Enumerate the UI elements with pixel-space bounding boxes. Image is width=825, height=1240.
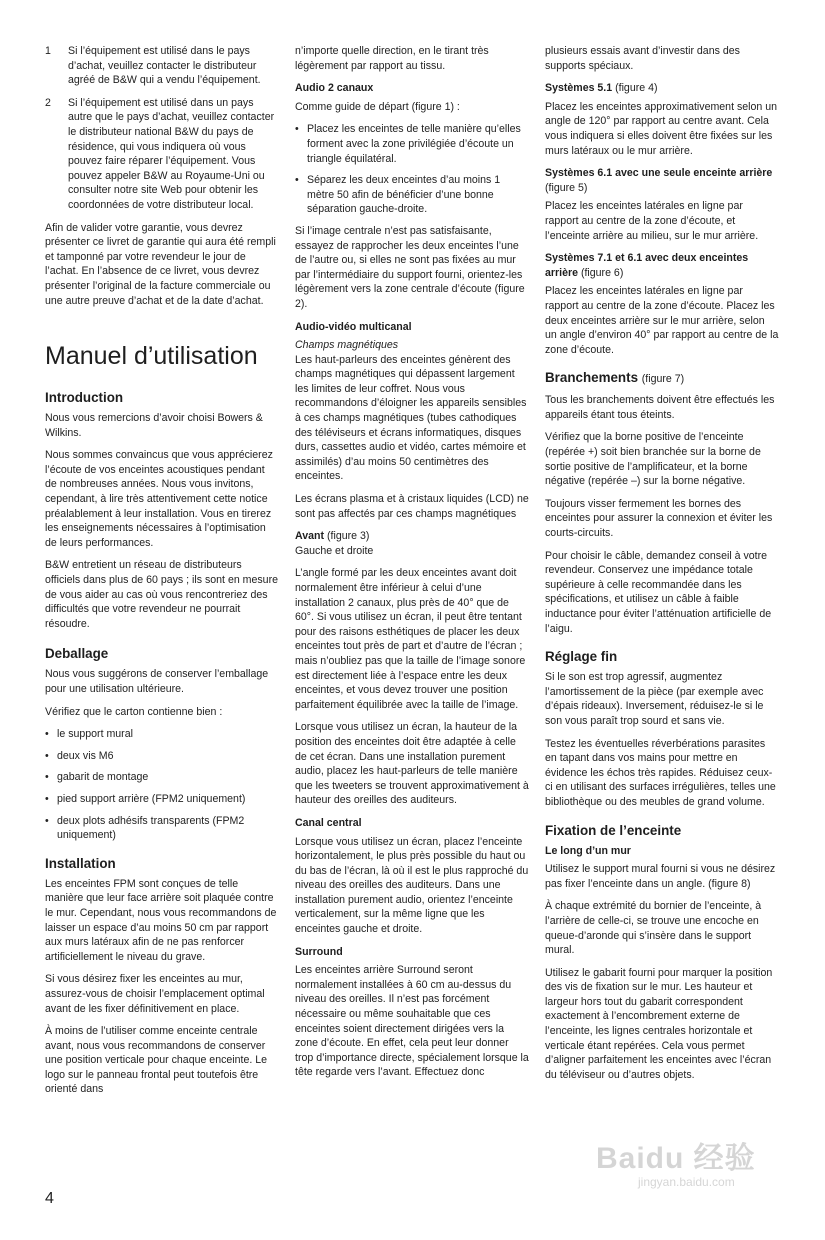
list-item: • Séparez les deux enceintes d’au moins 1 mètre 50 afin de bénéficier d’une bonne séparation gauche-droite.: [295, 174, 501, 216]
heading-introduction: Introduction: [45, 390, 124, 406]
paragraph: Les haut-parleurs des enceintes génèrent des champs magnétiques qui dépassent largement les limites de leur coffret. Nous vous recommandons d’éloigner les appareils sensibles à ces champs magnétiques (tubes cathodiques des téléviseurs et écrans informatiques, disques durs, cassettes audio et vidéo, cartes mémoire et assimilés) d’au moins 50 centimètres des enceintes.: [295, 353, 527, 483]
heading-systemes-71: Systèmes 7.1 et 6.1 avec deux enceintes arrière (figure 6): [545, 252, 749, 279]
bullet-icon: •: [45, 792, 49, 805]
watermark: [596, 1133, 791, 1191]
paragraph: À chaque extrémité du bornier de l’enceinte, à l’arrière de celle-ci, se trouve une encoche en queue-d’aronde qui s’insère dans le support mural.: [545, 900, 762, 957]
paragraph: Vérifiez que le carton contienne bien :: [45, 705, 223, 718]
bullet-icon: •: [295, 123, 299, 136]
list-item: • pied support arrière (FPM2 uniquement): [45, 792, 246, 805]
bullet-icon: •: [45, 749, 49, 762]
subheading-champs: Champs magnétiques: [295, 339, 399, 352]
heading-surround: Surround: [295, 945, 343, 958]
heading-reglage-fin: Réglage fin: [545, 649, 618, 665]
paragraph: Gauche et droite: [295, 544, 374, 557]
paragraph: Si l’image centrale n’est pas satisfaisante, essayez de rapprocher les deux enceintes l’une de l’autre ou, si elles ne sont pas fixées au mur par l’intermédiaire du support fourni, orientez-les légèrement vers la zone centrale d’écoute (figure 2).: [295, 224, 525, 310]
paragraph: Nous vous remercions d’avoir choisi Bowers & Wilkins.: [45, 412, 263, 439]
paragraph: Les écrans plasma et à cristaux liquides (LCD) ne sont pas affectés par ces champs magnétiques: [295, 493, 529, 520]
heading-fixation: Fixation de l’enceinte: [545, 822, 682, 838]
paragraph: Utilisez le support mural fourni si vous ne désirez pas fixer l’enceinte dans un angle. (figure 8): [545, 863, 776, 890]
list-item: • deux plots adhésifs transparents (FPM2 uniquement): [45, 814, 245, 842]
paragraph: Nous sommes convaincus que vous apprécierez l’écoute de vos enceintes acoustiques pendant de nombreuses années. Nous vous invitons, cependant, à lire très attentivement cette notice préalablement à leur installation. Vous en tirerez les enseignements nécessaires à l’optimisation de leurs performances.: [45, 449, 273, 549]
list-item: • Placez les enceintes de telle manière qu’elles forment avec la zone privilégiée d’écoute un triangle équilatéral.: [295, 123, 521, 165]
paragraph: L’angle formé par les deux enceintes avant doit normalement être inférieur à celui d’une installation 2 canaux, plus près de 40° que de 60°. Si vous utilisez un écran, il peut être tentant pour des raisons esthétiques de placer les deux enceintes tout près de part et d’autre de l’écran ; mais n’oubliez pas que la taille de l’image sonore est directement liée à l’espace entre les deux enceintes, et vous devez trouver une position parfaitement équilibrée avec la taille de l’image.: [295, 567, 526, 711]
numbered-item-1: [45, 44, 279, 88]
item-number: 1: [45, 45, 51, 57]
paragraph: Les enceintes arrière Surround seront normalement installées à 60 cm au-dessus du niveau des oreilles. Il n’est pas forcément nécessaire ou même souhaitable que ces enceintes soient directement dirigées vers la zone d’écoute. En effet, cela peut leur donner trop d’importance directe, spécialement lorsque la tête regarde vers l’avant. Effectuez donc: [295, 964, 529, 1079]
paragraph: Testez les éventuelles réverbérations parasites en tapant dans vos mains pour mettre en évidence les échos très rapides. Réduisez ceux-ci en utilisant des surfaces irrégulières, telles une bibliothèque ou des meubles de grand volume.: [545, 737, 776, 808]
subheading-long-mur: Le long d’un mur: [545, 844, 631, 857]
paragraph: n’importe quelle direction, en le tirant très légèrement par rapport au tissu.: [295, 45, 489, 72]
item-text: Si l’équipement est utilisé dans le pays d’achat, veuillez contacter le distributeur agréé de B&W qui a vendu l’équipement.: [68, 45, 261, 87]
heading-canal-central: Canal central: [295, 816, 362, 829]
warranty-paragraph: Afin de valider votre garantie, vous devrez présenter ce livret de garantie qui aura été rempli et tamponné par votre revendeur le jour de l’achat. En l’absence de ce livret, vous devrez présenter l’original de la facture commerciale ou une autre preuve d’achat et de la date d’achat.: [45, 221, 276, 307]
item-number: 2: [45, 96, 51, 109]
heading-deballage: Deballage: [45, 646, 109, 662]
bullet-icon: •: [45, 771, 49, 784]
paragraph: Si vous désirez fixer les enceintes au mur, assurez-vous de choisir l’emplacement optimal avant de les fixer définitivement en place.: [45, 973, 265, 1015]
bullet-icon: •: [295, 174, 299, 187]
list-item: • le support mural: [45, 728, 133, 741]
paragraph: plusieurs essais avant d’investir dans des supports spéciaux.: [545, 45, 740, 72]
heading-systemes-51: Systèmes 5.1 (figure 4): [545, 82, 658, 95]
heading-systemes-61: Systèmes 6.1 avec une seule enceinte arrière (figure 5): [545, 167, 773, 194]
paragraph: Lorsque vous utilisez un écran, la hauteur de la position des enceintes doit être adaptée à celle de cet écran. Dans une installation purement audio, placez les haut-parleurs de telle manière que les tweeters se trouvent approximativement à hauteur des oreilles des auditeurs.: [295, 721, 529, 807]
paragraph: Pour choisir le câble, demandez conseil à votre revendeur. Conservez une impédance totale supérieure à celle recommandée dans les spécifications, et utilisez un câble à faible inductance pour éviter l’atténuation artificielle de l’aigu.: [545, 549, 772, 635]
paragraph: Lorsque vous utilisez un écran, placez l’enceinte horizontalement, le plus près possible du haut ou du bas de l’écran, là où il est le plus rapproché du niveau des oreilles des auditeurs. Dans une installation purement audio, orientez l’enceinte verticalement, sur la même ligne que les enceintes gauche et droite.: [295, 835, 529, 936]
paragraph: Si le son est trop agressif, augmentez l’amortissement de la pièce (par exemple avec d’épais rideaux). Inversement, réduisez-le si le son vous paraît trop sourd et sans vie.: [545, 671, 764, 727]
paragraph: B&W entretient un réseau de distributeurs officiels dans plus de 60 pays ; ils sont en mesure de vous aider au cas où vous rencontreriez des difficultés que votre revendeur ne pourrait résoudre.: [45, 559, 278, 630]
paragraph: Placez les enceintes approximativement selon un angle de 120° par rapport au centre avant. Cela vous indiquera si elles doivent être fixées sur les murs latéraux ou le mur arrière.: [545, 100, 778, 157]
page-number: 4: [45, 1190, 54, 1207]
paragraph: Placez les enceintes latérales en ligne par rapport au centre de la zone d’écoute, et l’enceinte arrière au milieu, sur le mur arrière.: [545, 200, 759, 242]
paragraph: Placez les enceintes latérales en ligne par rapport au centre de la zone d’écoute. Placez les deux enceintes arrière sur le mur arrière, selon un angle d’environ 40° par rapport au centre de la zone d’écoute.: [545, 285, 779, 356]
heading-audio-video: Audio-vidéo multicanal: [295, 320, 412, 333]
heading-avant: Avant (figure 3): [295, 530, 370, 543]
heading-audio-2-canaux: Audio 2 canaux: [295, 82, 374, 95]
heading-installation: Installation: [45, 855, 116, 871]
numbered-item-2: [45, 96, 279, 213]
paragraph: Nous vous suggérons de conserver l’emballage pour une utilisation ultérieure.: [45, 668, 269, 695]
paragraph: Toujours visser fermement les bornes des enceintes pour assurer la connexion et éviter les courts-circuits.: [545, 497, 773, 540]
paragraph: À moins de l’utiliser comme enceinte centrale avant, nous vous recommandons de conserver une position verticale pour chaque enceinte. Le logo sur le panneau frontal peut toutefois être orienté dans: [45, 1025, 268, 1096]
page-title: Manuel d’utilisation: [45, 342, 258, 371]
watermark-url: jingyan.baidu.com: [638, 1175, 735, 1189]
paragraph: Comme guide de départ (figure 1) :: [295, 100, 460, 113]
column-right: [545, 44, 779, 1090]
heading-branchements: Branchements (figure 7): [545, 370, 685, 386]
column-middle: [295, 44, 529, 1088]
item-text: Si l’équipement est utilisé dans un pays autre que le pays d’achat, veuillez contacter le distributeur national B&W du pays de résidence, qui vous indiquera où vous pouvez faire réparer l’équipement. Vous pouvez appeler B&W au Royaume-Uni ou consulter notre site Web pour obtenir les coordonnées de votre distributeur local.: [68, 96, 275, 211]
paragraph: Utilisez le gabarit fourni pour marquer la position des vis de fixation sur le mur. Les hauteur et largeur hors tout du gabarit correspondent exactement à l’encombrement externe de l’enceinte, les lignes centrales horizontale et verticale étant repérées. Cela vous permet d’aligner parfaitement les enceintes avec l’écran du téléviseur ou d’autres objets.: [545, 966, 773, 1081]
bullet-icon: •: [45, 814, 49, 827]
paragraph: Vérifiez que la borne positive de l’enceinte (repérée +) soit bien branchée sur la borne de sortie positive de l’amplificateur, et la borne négative (repérée –) sur la borne négative.: [545, 431, 761, 488]
column-left: [45, 44, 279, 1105]
list-item: • deux vis M6: [45, 749, 114, 762]
watermark-logo: Baidu 经验: [596, 1142, 756, 1175]
paragraph: Les enceintes FPM sont conçues de telle manière que leur face arrière soit plaquée contre le mur. Cependant, nous vous recommandons de laisser un espace d’au moins 50 cm par rapport aux murs latéraux afin de ne pas renforcer artificiellement le niveau du grave.: [45, 877, 277, 963]
list-item: • gabarit de montage: [45, 771, 149, 784]
bullet-icon: •: [45, 728, 49, 741]
paragraph: Tous les branchements doivent être effectués les appareils étant tous éteints.: [545, 394, 775, 421]
